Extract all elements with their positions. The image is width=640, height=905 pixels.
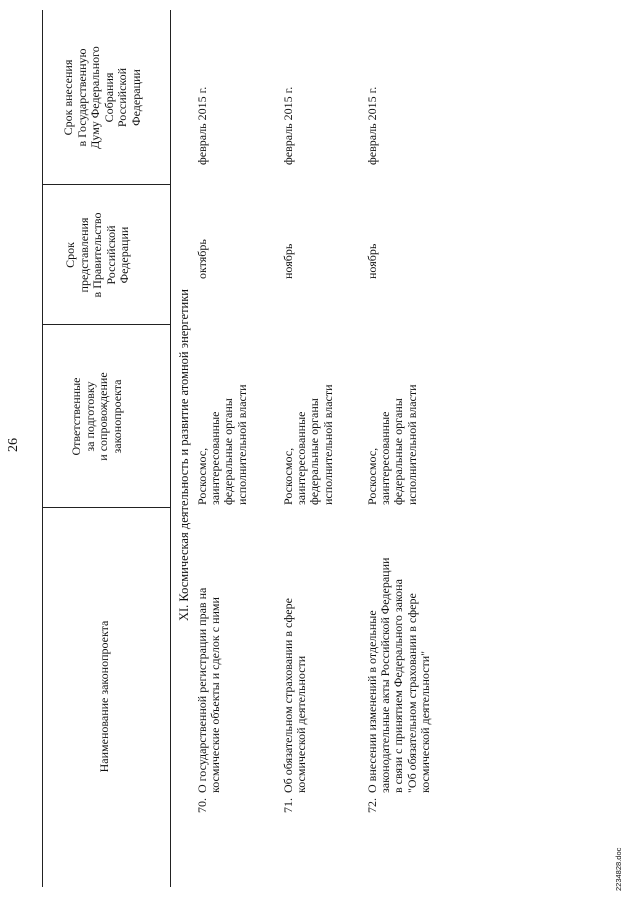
- row-name: [196, 523, 222, 793]
- row-name-line: Об обязательном страховании в сфере: [281, 598, 295, 793]
- header-gov-line: в Правительство: [90, 212, 105, 298]
- header-gov-line: Федерации: [117, 226, 132, 284]
- row-name-line: законодательные акты Российской Федерации: [378, 557, 393, 793]
- header-duma-deadline: [62, 10, 144, 185]
- row-responsible-line: Роскосмос,: [195, 447, 209, 505]
- row-name-line: космические объекты и сделок с ними: [208, 597, 223, 793]
- row-name-line: О государственной регистрации прав на: [195, 587, 209, 793]
- row-duma-deadline: февраль 2015 г.: [195, 86, 209, 165]
- row-number: 70.: [195, 798, 209, 813]
- row-responsible-line: исполнительной власти: [404, 384, 419, 505]
- header-duma-line: Срок внесения: [61, 59, 75, 136]
- row-responsible-line: заинтересованные: [378, 411, 393, 505]
- row-responsible-line: Роскосмос,: [281, 447, 295, 505]
- row-responsible-line: заинтересованные: [294, 411, 309, 505]
- footer-doc-code: 2234828.doc: [614, 847, 623, 891]
- header-gov-line: Срок: [63, 242, 77, 268]
- row-number: 71.: [281, 798, 295, 813]
- header-duma-line: Федерации: [128, 69, 143, 126]
- page-number: 26: [6, 438, 21, 452]
- row-responsible: [196, 325, 249, 505]
- row-name-line: в связи с принятием Федерального закона: [391, 579, 406, 793]
- table-top-border: [42, 10, 43, 887]
- row-name-line: "Об обязательном страховании в сфере: [404, 593, 419, 793]
- header-responsible-line: Ответственные: [69, 377, 83, 456]
- row-responsible-line: исполнительной власти: [234, 384, 249, 505]
- header-responsible: [70, 325, 124, 508]
- header-responsible-line: за подготовку: [82, 381, 97, 452]
- row-name-line: космической деятельности": [417, 650, 432, 793]
- header-responsible-line: и сопровождение: [96, 372, 111, 461]
- header-duma-line: в Государственную: [74, 48, 89, 147]
- header-name: Наименование законопроекта: [97, 620, 111, 773]
- row-name: [366, 513, 432, 793]
- row-responsible-line: федеральные органы: [221, 398, 236, 505]
- section-title: XI. Космическая деятельность и развитие атомной энергетики: [177, 289, 191, 622]
- row-responsible: [366, 325, 419, 505]
- row-responsible-line: заинтересованные: [208, 411, 223, 505]
- row-duma-deadline: февраль 2015 г.: [365, 86, 379, 165]
- header-gov-line: представления: [76, 217, 91, 293]
- header-responsible-line: законопроекта: [109, 379, 124, 454]
- row-number: 72.: [365, 798, 379, 813]
- row-gov-deadline: ноябрь: [365, 243, 379, 279]
- row-gov-deadline: октябрь: [195, 239, 209, 279]
- row-name-line: космической деятельности: [294, 655, 309, 793]
- row-responsible-line: Роскосмос,: [365, 447, 379, 505]
- header-duma-line: Российской: [115, 67, 130, 128]
- header-duma-line: Собрания: [101, 72, 116, 123]
- row-responsible-line: исполнительной власти: [320, 384, 335, 505]
- row-name-line: О внесении изменений в отдельные: [365, 610, 379, 793]
- row-responsible: [282, 325, 335, 505]
- header-gov-deadline: [64, 185, 132, 325]
- header-duma-line: Думу Федерального: [88, 46, 103, 149]
- row-responsible-line: федеральные органы: [307, 398, 322, 505]
- header-gov-line: Российской: [103, 225, 118, 285]
- row-gov-deadline: ноябрь: [281, 243, 295, 279]
- header-bottom-border: [170, 10, 171, 887]
- row-duma-deadline: февраль 2015 г.: [281, 86, 295, 165]
- row-name: [282, 523, 308, 793]
- row-responsible-line: федеральные органы: [391, 398, 406, 505]
